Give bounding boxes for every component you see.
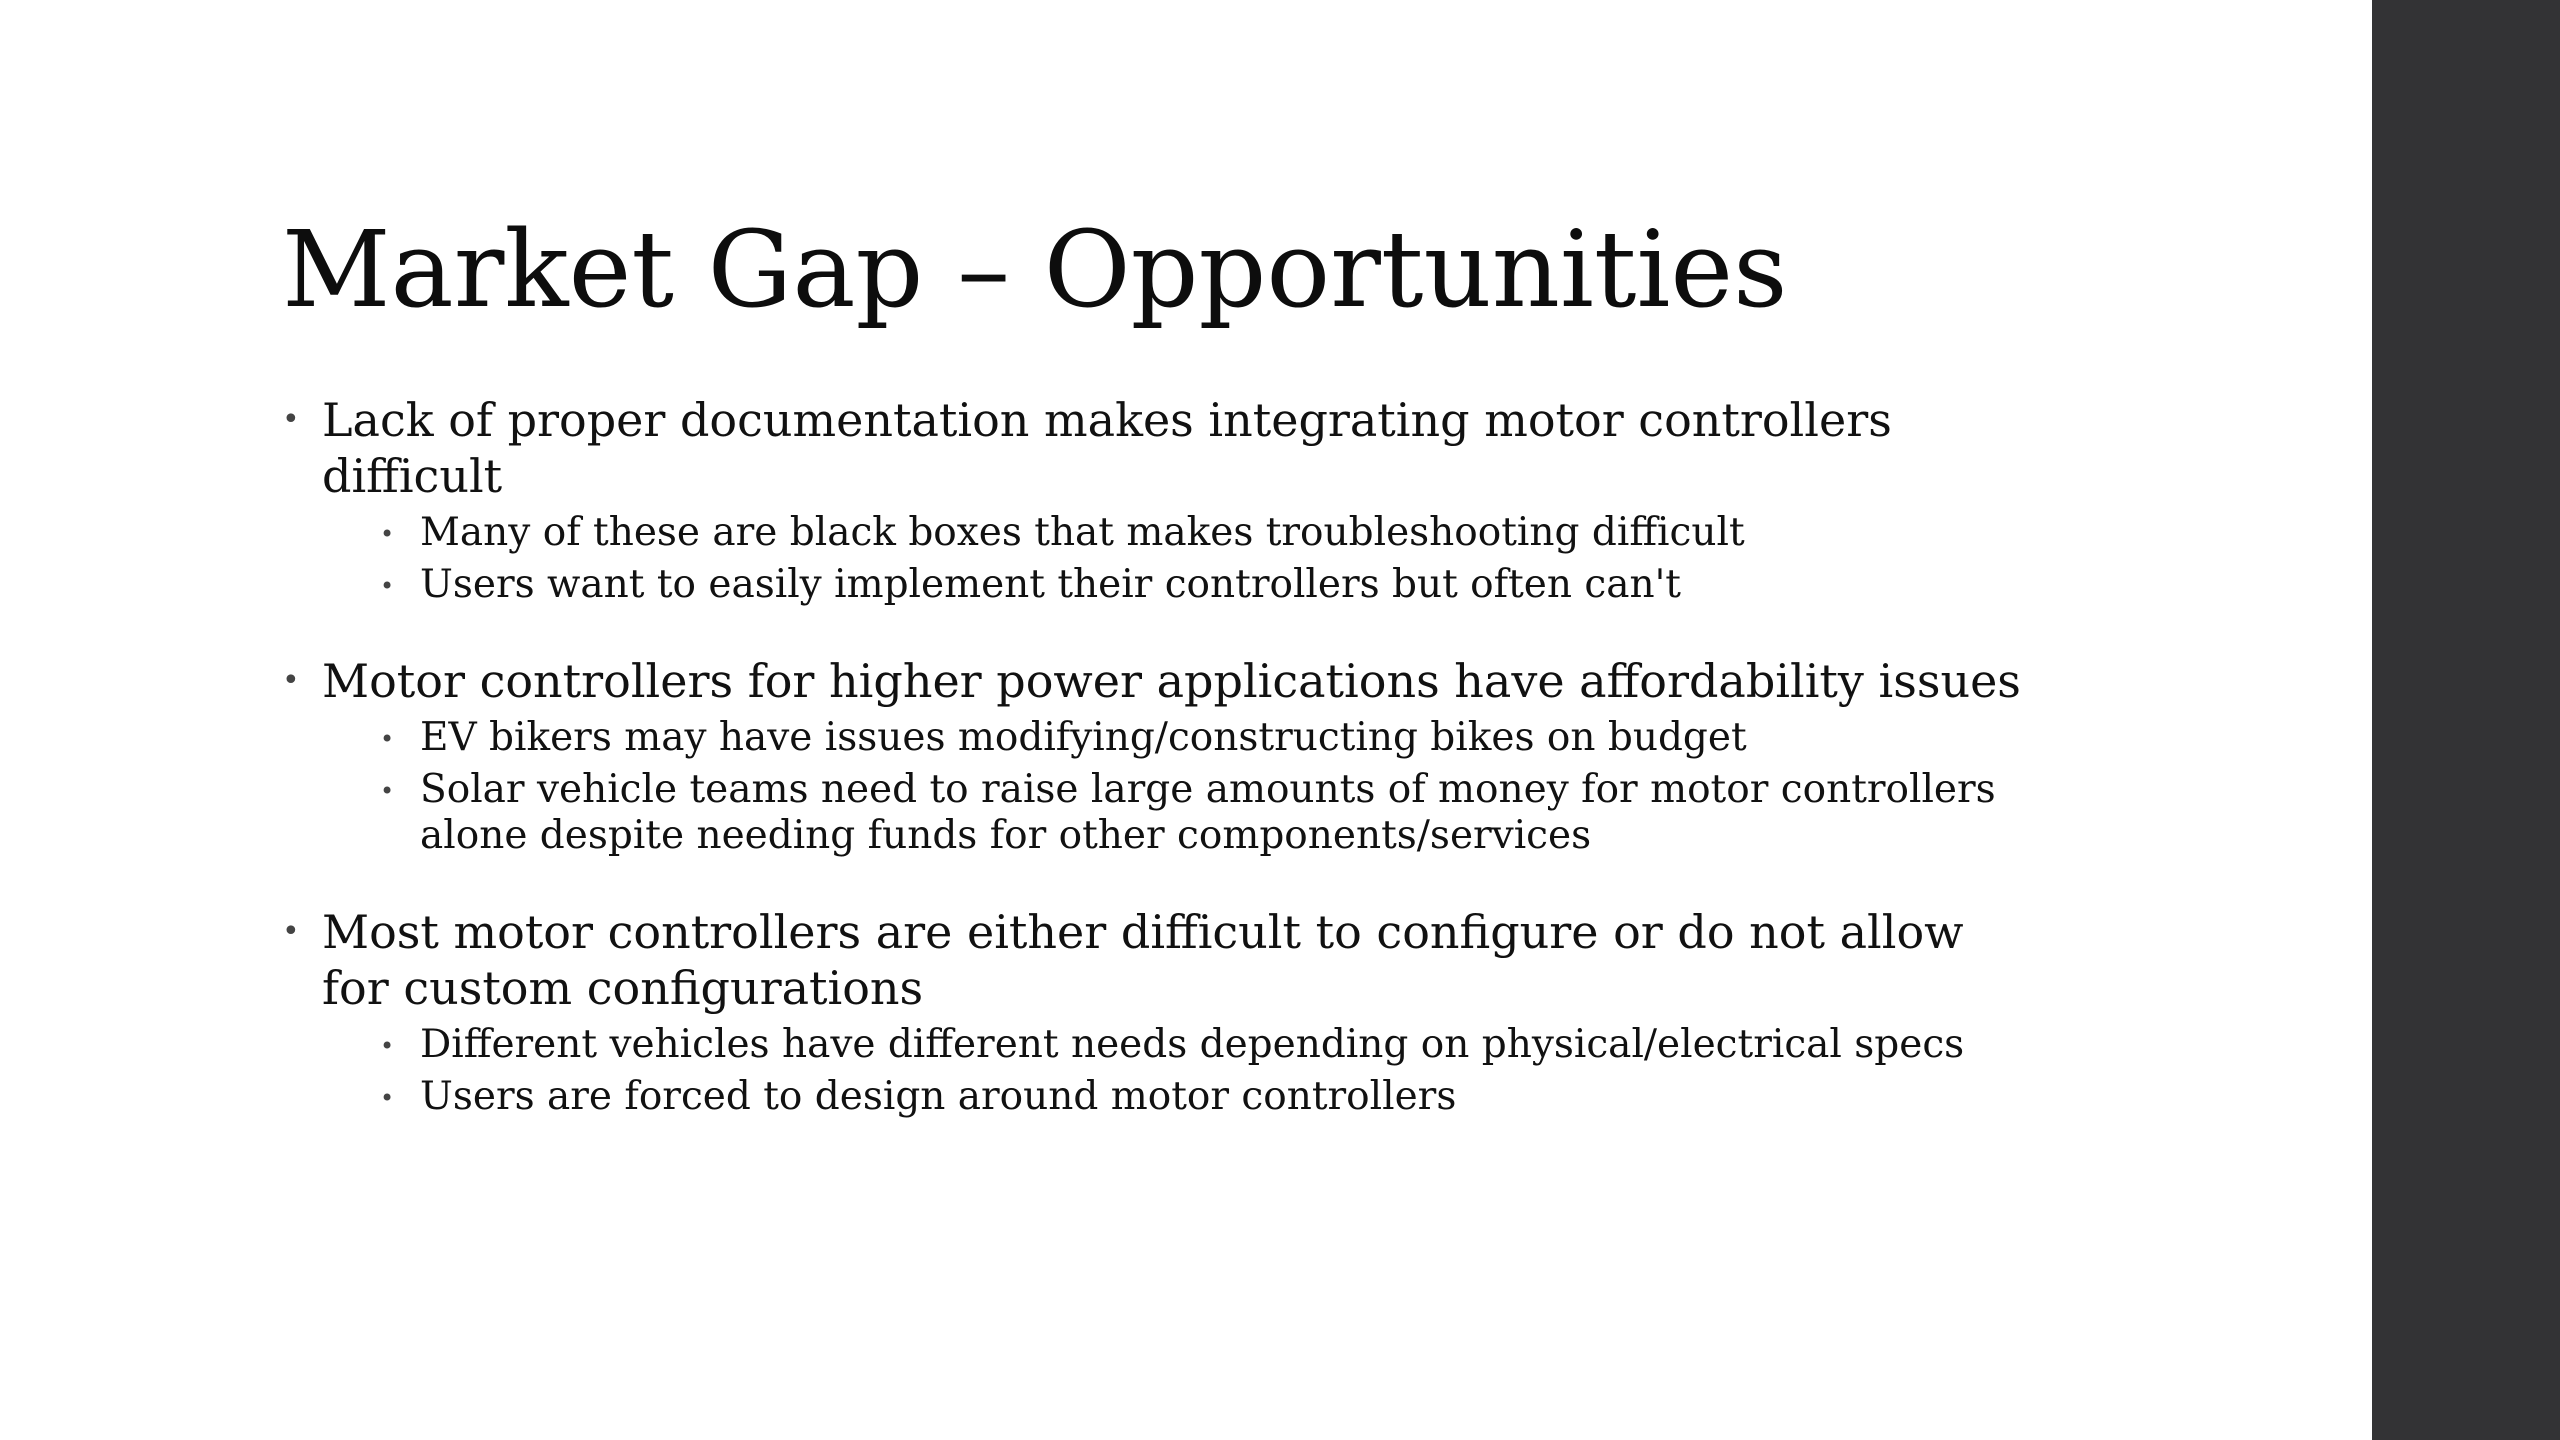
sub-bullet-text: EV bikers may have issues modifying/constructing bikes on budget: [420, 715, 1747, 760]
sub-bullet-item: [322, 562, 2042, 608]
sub-bullet-item: [322, 767, 2042, 859]
bullet-list: [282, 392, 2042, 1165]
sub-bullet-list: [322, 1022, 2042, 1120]
sub-bullet-dot-icon: •: [380, 572, 395, 600]
sub-bullet-list: [322, 510, 2042, 608]
sub-bullet-dot-icon: •: [380, 1084, 395, 1112]
sub-bullet-item: [322, 715, 2042, 761]
sub-bullet-dot-icon: •: [380, 725, 395, 753]
bullet-text: Most motor controllers are either difficult to configure or do not allow for custom configurations: [322, 905, 1964, 1015]
sub-bullet-item: [322, 1074, 2042, 1120]
sub-bullet-text: Users are forced to design around motor controllers: [420, 1074, 1457, 1119]
sub-bullet-dot-icon: •: [380, 520, 395, 548]
sub-bullet-text: Many of these are black boxes that makes troubleshooting difficult: [420, 510, 1745, 555]
bullet-item: [282, 653, 2042, 859]
sub-bullet-dot-icon: •: [380, 1032, 395, 1060]
side-accent-bar: [2372, 0, 2560, 1440]
slide-title: Market Gap – Opportunities: [282, 208, 1788, 331]
sub-bullet-dot-icon: •: [380, 777, 395, 805]
bullet-item: [282, 392, 2042, 608]
bullet-text: Motor controllers for higher power applications have affordability issues: [322, 654, 2021, 708]
bullet-text: Lack of proper documentation makes integrating motor controllers difficult: [322, 393, 1892, 503]
sub-bullet-text: Different vehicles have different needs depending on physical/electrical specs: [420, 1022, 1965, 1067]
sub-bullet-text: Users want to easily implement their controllers but often can't: [420, 562, 1681, 607]
sub-bullet-text: Solar vehicle teams need to raise large amounts of money for motor controllers alone despite needing funds for other components/services: [420, 767, 1996, 858]
sub-bullet-item: [322, 1022, 2042, 1068]
sub-bullet-list: [322, 715, 2042, 859]
sub-bullet-item: [322, 510, 2042, 556]
bullet-dot-icon: •: [282, 663, 300, 698]
bullet-dot-icon: •: [282, 402, 300, 437]
bullet-dot-icon: •: [282, 914, 300, 949]
bullet-item: [282, 904, 2042, 1120]
